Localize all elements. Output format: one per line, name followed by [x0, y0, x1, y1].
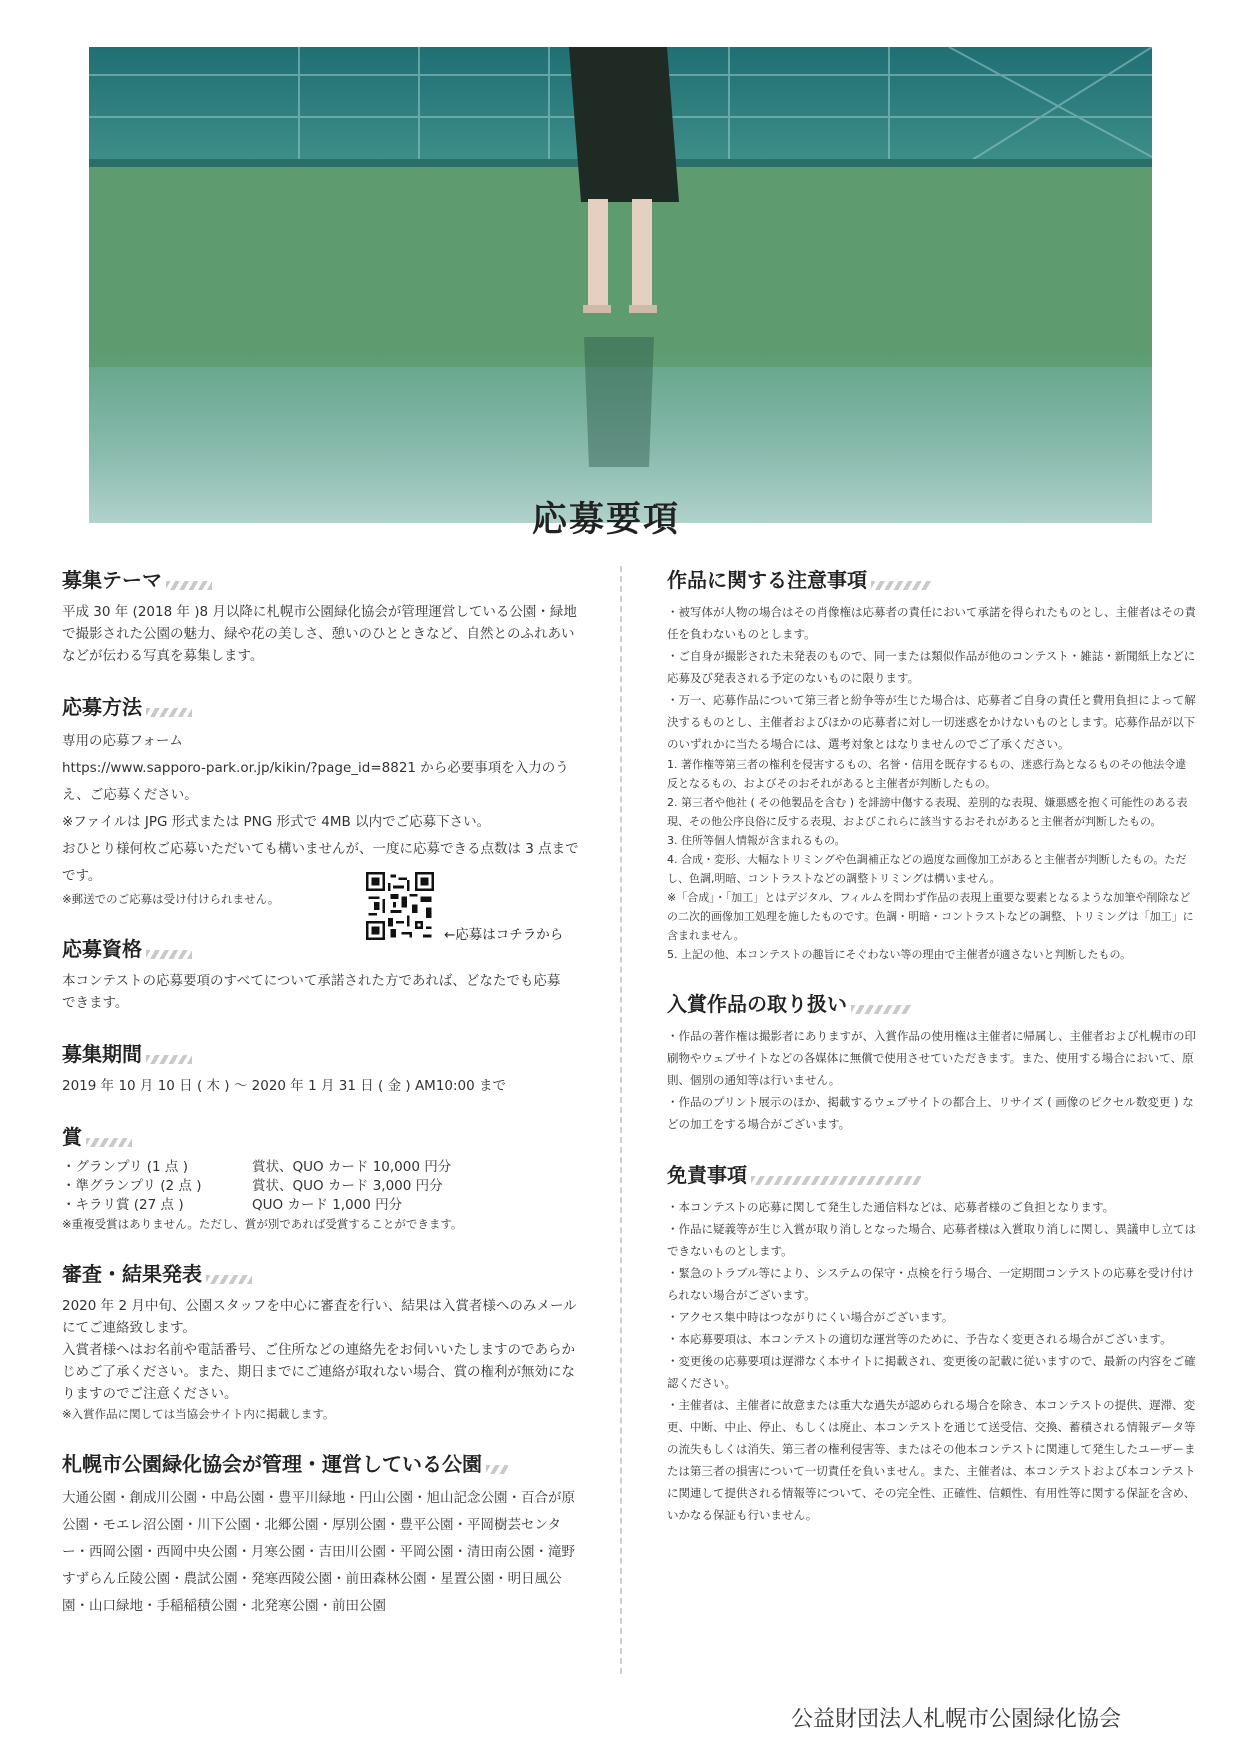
stripe-decoration	[146, 1055, 192, 1064]
column-divider	[620, 566, 622, 1674]
disclaimer-item: ・作品に疑義等が生じ入賞が取り消しとなった場合、応募者様は入賞取り消しに関し、異議申し立てはできないものとします。	[667, 1222, 1196, 1258]
handling-paragraph: ・作品の著作権は撮影者にありますが、入賞作品の使用権は主催者に帰属し、主催者および札幌市の印刷物やウェブサイトなどの各媒体に無償で使用させていただきます。また、使用する場合において、原則、個別の通知等は行いません。	[667, 1029, 1196, 1087]
stripe-decoration	[146, 708, 192, 717]
hero-photo-illustration	[89, 47, 1152, 523]
prize-reward: 賞状、QUO カード 3,000 円分	[252, 1178, 443, 1194]
section-eligibility	[62, 933, 586, 1014]
prize-row	[62, 1158, 586, 1177]
section-title: 応募方法	[62, 695, 142, 719]
stripe-decoration	[166, 581, 212, 590]
section-prizes	[62, 1121, 586, 1234]
judging-note: ※入賞作品に関しては当協会サイト内に掲載します。	[62, 1407, 335, 1421]
caution-item: 4. 合成・変形、大幅なトリミングや色調補正などの過度な画像加工があると主催者が判断したもの。ただし、色調,明暗、コントラストなどの調整トリミングは構いません。	[667, 853, 1187, 885]
section-title: 札幌市公園緑化協会が管理・運営している公園	[62, 1452, 482, 1476]
disclaimer-item: ・本応募要項は、本コンテストの適切な運営等のために、予告なく変更される場合がございます。	[667, 1332, 1172, 1346]
section-title: 賞	[62, 1125, 82, 1149]
caution-item: 1. 著作権等第三者の権利を侵害するもの、名誉・信用を既存するもの、迷惑行為となるものその他法令違反となるもの、およびそのおそれがあると主催者が判断したもの。	[667, 758, 1187, 790]
section-theme	[62, 564, 586, 667]
method-line: 専用の応募フォーム	[62, 733, 183, 749]
right-column	[667, 564, 1197, 1550]
prize-name: ・準グランプリ (2 点 )	[62, 1178, 202, 1194]
section-title: 入賞作品の取り扱い	[667, 992, 847, 1016]
page-title: 応募要項	[531, 500, 680, 540]
caution-item: 5. 上記の他、本コンテストの趣旨にそぐわない等の理由で主催者が適さないと判断したもの。	[667, 948, 1132, 961]
hero-photo	[89, 47, 1152, 523]
stripe-decoration	[871, 581, 931, 590]
parks-body: 大通公園・創成川公園・中島公園・豊平川緑地・円山公園・旭山記念公園・百合が原公園・モエレ沼公園・川下公園・北郷公園・厚別公園・豊平公園・平岡樹芸センター・西岡公園・西岡中央公園・月寒公園・吉田川公園・平岡公園・清田南公園・滝野すずらん丘陵公園・農試公園・発寒西陵公園・前田森林公園・星置公園・明日風公園・山口緑地・手稲稲積公園・北発寒公園・前田公園	[62, 1490, 575, 1614]
section-handling	[667, 988, 1197, 1135]
disclaimer-item: ・緊急のトラブル等により、システムの保守・点検を行う場合、一定期間コンテストの応募を受け付けられない場合がございます。	[667, 1266, 1194, 1302]
prizes-note: ※重複受賞はありません。ただし、賞が別であれば受賞することができます。	[62, 1217, 463, 1231]
method-url-line[interactable]: https://www.sapporo-park.or.jp/kikin/?page_id=8821 から必要事項を入力のうえ、ご応募ください。	[62, 760, 569, 803]
period-body: 2019 年 10 月 10 日 ( 木 ) ～ 2020 年 1 月 31 日 ( 金 ) AM10:00 まで	[62, 1078, 507, 1094]
disclaimer-item: ・本コンテストの応募に関して発生した通信料などは、応募者様のご負担となります。	[667, 1200, 1115, 1214]
prize-reward: 賞状、QUO カード 10,000 円分	[252, 1159, 452, 1175]
prize-name: ・グランプリ (1 点 )	[62, 1159, 188, 1175]
eligibility-body: 本コンテストの応募要項のすべてについて承諾された方であれば、どなたでも応募できます。	[62, 973, 561, 1011]
stripe-decoration	[751, 1176, 921, 1185]
caution-item: ※「合成」・「加工」とはデジタル、フィルムを問わず作品の表現上重要な要素となるような加筆や削除などの二次的画像加工処理を施したものです。色調・明暗・コントラストなどの調整、トリミングは「加工」に含まれません。	[667, 891, 1194, 942]
method-line: ※ファイルは JPG 形式または PNG 形式で 4MB 以内でご応募下さい。	[62, 814, 491, 830]
section-title: 募集テーマ	[62, 568, 162, 592]
section-judging	[62, 1258, 586, 1424]
judging-body: 入賞者様へはお名前や電話番号、ご住所などの連絡先をお伺いいたしますのであらかじめご了承ください。また、期日までにご連絡が取れない場合、賞の権利が無効になりますのでご注意ください。	[62, 1342, 575, 1402]
section-title: 審査・結果発表	[62, 1262, 202, 1286]
stripe-decoration	[486, 1465, 508, 1474]
caution-paragraph: ・被写体が人物の場合はその肖像権は応募者の責任において承諾を得られたものとし、主催者はその責任を負わないものとします。	[667, 605, 1196, 641]
section-title: 免責事項	[667, 1163, 747, 1187]
organization-name: 公益財団法人札幌市公園緑化協会	[791, 1707, 1122, 1732]
section-cautions	[667, 564, 1197, 964]
caution-item: 2. 第三者や他社 ( その他製品を含む ) を誹謗中傷する表現、差別的な表現、嫌悪感を抱く可能性のある表現、その他公序良俗に反する表現、およびこれらに該当するおそれがあると主催者が判断したもの。	[667, 796, 1188, 828]
section-title: 作品に関する注意事項	[667, 568, 867, 592]
caution-paragraph: ・万一、応募作品について第三者と紛争等が生じた場合は、応募者ご自身の責任と費用負担によって解決するものとし、主催者およびほかの応募者に対し一切迷惑をかけないものとします。応募作品が以下のいずれかに当たる場合には、選考対象とはなりませんのでご了承ください。	[667, 693, 1196, 751]
disclaimer-item: ・主催者は、主催者に故意または重大な過失が認められる場合を除き、本コンテストの提供、遅滞、変更、中断、中止、停止、もしくは廃止、本コンテストを通じて送受信、交換、蓄積される情報データ等の流失もしくは消失、第三者の権利侵害等、またはその他本コンテストに関連して発生したユーザーまたは第三者の損害について一切責任を負いません。また、主催者は、本コンテストおよび本コンテストに関連して提供される情報等について、その完全性、正確性、信頼性、有用性等に関する保証を含め、いかなる保証も行いません。	[667, 1398, 1196, 1522]
section-title: 応募資格	[62, 937, 142, 961]
handling-paragraph: ・作品のプリント展示のほか、掲載するウェブサイトの都合上、リサイズ ( 画像のピクセル数変更 ) などの加工をする場合がございます。	[667, 1095, 1194, 1131]
theme-body: 平成 30 年 (2018 年 )8 月以降に札幌市公園緑化協会が管理運営している公園・緑地で撮影された公園の魅力、緑や花の美しさ、憩いのひとときなど、自然とのふれあいなどが伝わる写真を募集します。	[62, 604, 577, 664]
disclaimer-item: ・アクセス集中時はつながりにくい場合がございます。	[667, 1310, 954, 1324]
disclaimer-item: ・変更後の応募要項は遅滞なく本サイトに掲載され、変更後の記載に従いますので、最新の内容をご確認ください。	[667, 1354, 1196, 1390]
section-method	[62, 691, 586, 909]
prize-row	[62, 1196, 586, 1215]
stripe-decoration	[86, 1138, 132, 1147]
stripe-decoration	[146, 950, 192, 959]
section-parks	[62, 1448, 586, 1620]
caution-item: 3. 住所等個人情報が含まれるもの。	[667, 834, 846, 847]
prize-name: ・キラリ賞 (27 点 )	[62, 1197, 184, 1213]
caution-paragraph: ・ご自身が撮影された未発表のもので、同一または類似作品が他のコンテスト・雑誌・新聞紙上などに応募及び発表される予定のないものに限ります。	[667, 649, 1196, 685]
method-line: おひとり様何枚ご応募いただいても構いませんが、一度に応募できる点数は 3 点までです。	[62, 841, 579, 884]
section-period	[62, 1038, 586, 1097]
section-disclaimer	[667, 1159, 1197, 1526]
method-note: ※郵送でのご応募は受け付けられません。	[62, 892, 280, 906]
prize-reward: QUO カード 1,000 円分	[252, 1197, 403, 1213]
stripe-decoration	[206, 1275, 252, 1284]
prize-row	[62, 1177, 586, 1196]
stripe-decoration	[851, 1005, 911, 1014]
qr-code[interactable]	[366, 872, 434, 940]
qr-caption: ←応募はコチラから	[444, 927, 564, 943]
section-title: 募集期間	[62, 1042, 142, 1066]
judging-body: 2020 年 2 月中旬、公園スタッフを中心に審査を行い、結果は入賞者様へのみメールにてご連絡致します。	[62, 1298, 577, 1336]
left-column	[62, 564, 586, 1644]
